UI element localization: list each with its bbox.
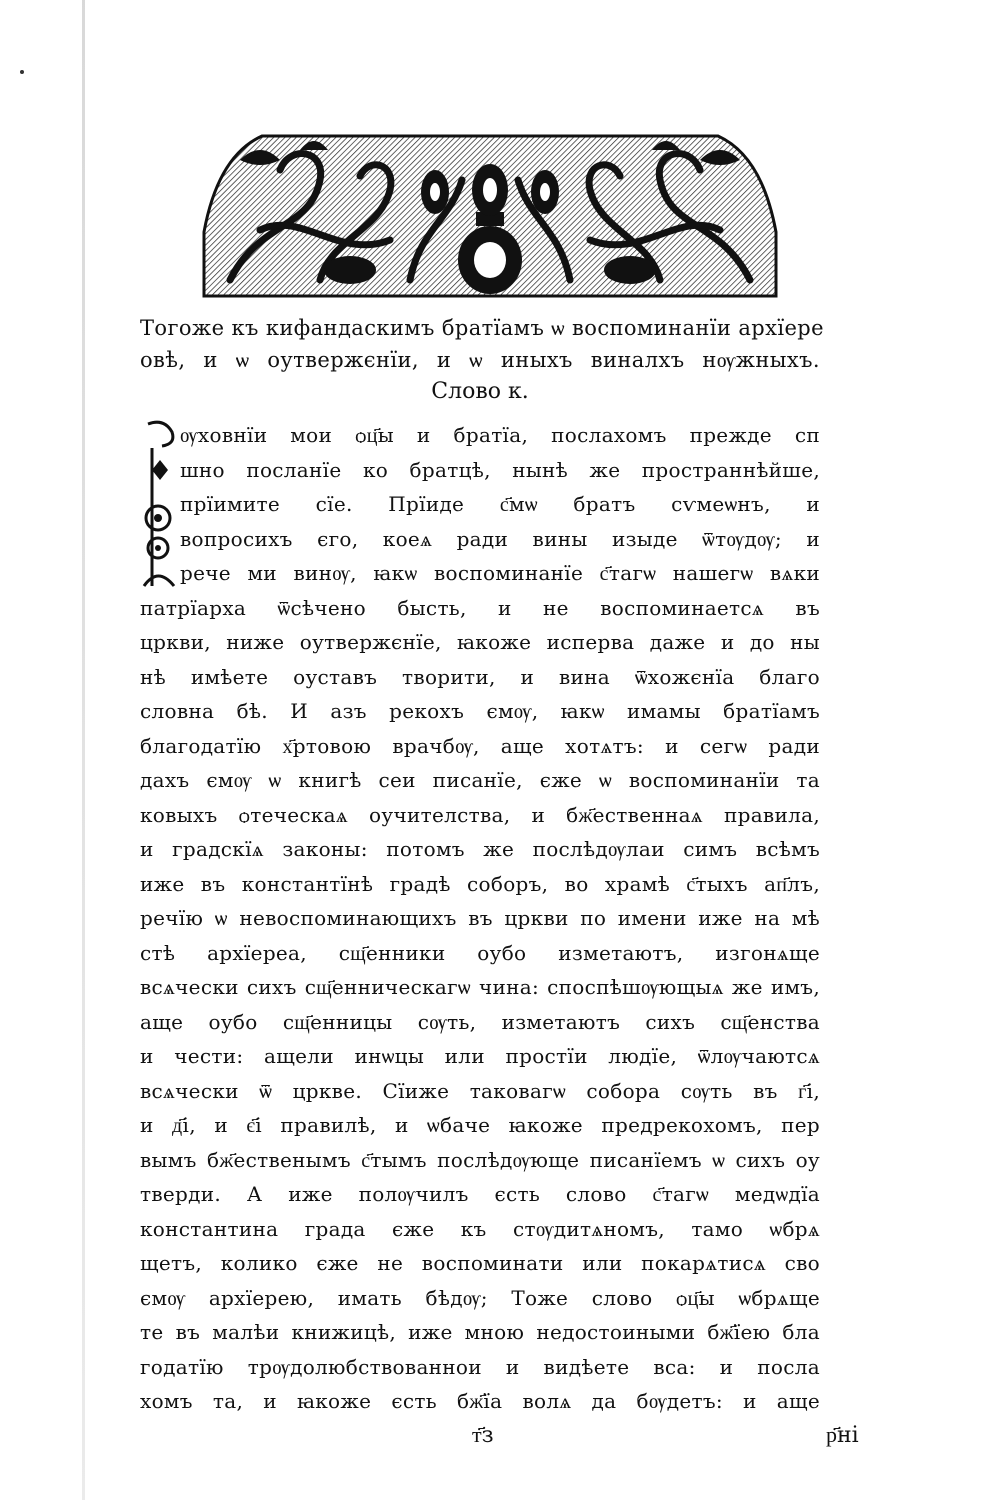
page-number: р҃ні <box>826 1423 859 1448</box>
heading-line: Тогоже къ кифандаскимъ братїамъ ѡ воспоминанїи архїере <box>140 316 824 340</box>
text-line: благодатїю х҃ртовою врачбѹ, аще хотѧтъ: и сегѡ ради <box>140 733 820 758</box>
text-line: ковыхъ ѻтеческаѧ оучителства, и бж҃ественнаѧ правила, <box>140 802 820 827</box>
text-line: тверди. А иже полѹчилъ єсть слово с҃тагѡ медѡдїа <box>140 1182 820 1206</box>
sermon-title: Слово к. <box>431 379 529 404</box>
text-line: рече ми винѹ, ꙗкѡ воспоминанїе с҃тагѡ нашегѡ вѧки <box>180 561 820 585</box>
text-line: хомъ та, и ꙗкоже єсть бж҃їа волѧ да бѹдетъ: и аще <box>140 1389 820 1413</box>
ink-speck <box>20 70 24 74</box>
text-line: вопросихъ єго, коеѧ ради вины изыде ѿтѹдѹ; и <box>180 526 820 551</box>
text-line: аще оубо сщ҃енницы сѹть, изметаютъ сихъ сщ҃енства <box>140 1009 820 1034</box>
text-line: всѧчески ѿ цркве. Сїиже таковагѡ собора сѹть въ г҃і, <box>140 1078 820 1103</box>
text-line: иже въ константїнѣ градѣ соборъ, во храмѣ с҃тыхъ ап҃лъ, <box>140 871 820 896</box>
text-line: константина града єже къ стѹдитѧномъ, тамо ѡбрѧ <box>140 1216 820 1241</box>
heading-line: овѣ, и ѡ оутвержєнїи, и ѡ иныхъ виналхъ нѹжныхъ. <box>140 348 820 372</box>
text-line: словна бѣ. И азъ рекохъ ємѹ, ꙗкѡ имамы братїамъ <box>140 699 820 723</box>
text-line: шно посланїе ко братцѣ, нынѣ же пространнѣйше, <box>180 457 820 482</box>
text-line: ємѹ архїерею, имать бѣдѹ; Тоже слово ѻц҃ы ѡбрѧще <box>140 1285 820 1310</box>
text-line: нѣ имѣете оуставъ творити, и вина ѿхожєнїа благо <box>140 664 820 689</box>
text-line: цркви, ниже оутвержєнїе, ꙗкоже исперва даже и до ны <box>140 630 820 654</box>
ornamental-headpiece <box>200 120 780 300</box>
text-line: и д҃і, и є҃і правилѣ, и ѡбаче ꙗкоже предрекохомъ, пер <box>140 1113 820 1137</box>
text-line: щетъ, колико єже не воспоминати или покарѧтисѧ сво <box>140 1251 820 1275</box>
text-line: и чести: ащели инѡцы или простїи людїе, ѿлѹчаютсѧ <box>140 1044 820 1068</box>
text-line: всѧчески сихъ сщ҃енническагѡ чина: споспѣшѹющыѧ же имъ, <box>140 975 820 999</box>
text-line: дахъ ємѹ ѡ книгѣ сеи писанїе, єже ѡ воспоминанїи та <box>140 768 820 792</box>
text-line: патрїарха ѿсѣчено бысть, и не воспоминаетсѧ въ <box>140 595 820 620</box>
text-line: вымъ бж҃ественымъ с҃тымъ послѣдѹюще писанїемъ ѡ сихъ оу <box>140 1147 820 1172</box>
signature-mark: т҃з <box>472 1423 494 1448</box>
text-line: те въ малѣи книжицѣ, иже мною недостоиными бж҃їею бла <box>140 1320 820 1344</box>
text-line: ѹховнїи мои ѻц҃ы и братїа, послахомъ прежде сп <box>180 423 820 447</box>
binding-gutter <box>82 0 85 1500</box>
text-line: годатїю трѹдолюбствованнои и видѣете вса: и посла <box>140 1354 820 1379</box>
text-line: речїю ѡ невоспоминающихъ въ цркви по имени иже на мѣ <box>140 906 820 930</box>
text-line: стѣ архїереа, сщ҃енники оубо изметаютъ, изгонѧще <box>140 940 820 965</box>
text-line: прїимите сїе. Прїиде с҃мѡ братъ сѵмеѡнъ, и <box>180 492 820 516</box>
text-line: и градскїѧ законы: потомъ же послѣдѹлаи симъ всѣмъ <box>140 837 820 861</box>
body-text <box>140 418 820 1419</box>
chapter-heading <box>140 312 824 408</box>
